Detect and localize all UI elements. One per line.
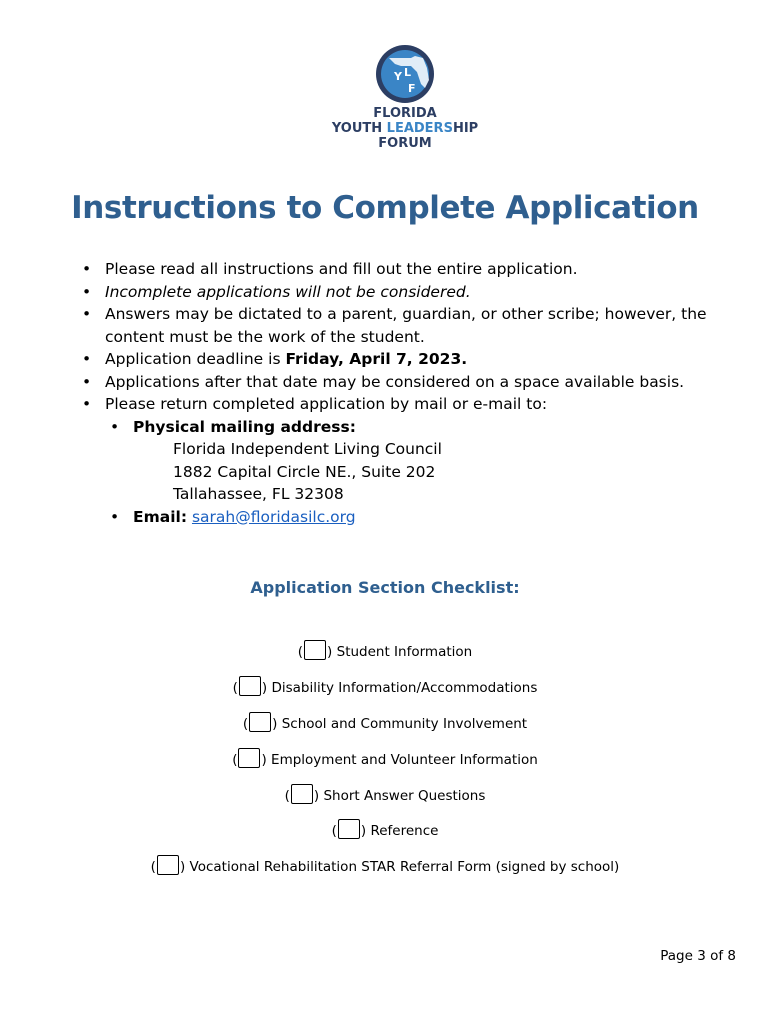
- instruction-item: • Answers may be dictated to a parent, guardian, or other scribe; however, the content must be the work of the student.: [80, 303, 720, 348]
- checklist-item: ( ) Student Information: [0, 640, 770, 662]
- checklist-item: ( ) Disability Information/Accommodations: [0, 676, 770, 698]
- address-line: 1882 Capital Circle NE., Suite 202: [173, 462, 436, 481]
- instruction-item: • Please read all instructions and fill out the entire application.: [80, 258, 720, 281]
- address-line: Tallahassee, FL 32308: [173, 485, 344, 503]
- instruction-item: • Applications after that date may be considered on a space available basis.: [80, 371, 720, 394]
- checklist-item: ( ) Vocational Rehabilitation STAR Referral Form (signed by school): [0, 855, 770, 877]
- logo-letter-l: L: [404, 66, 412, 79]
- instructions-list: [80, 258, 720, 528]
- logo-wordmark: [330, 106, 480, 151]
- florida-circle-icon: [355, 44, 455, 104]
- instruction-item: • Please return completed application by mail or e-mail to:: [80, 393, 720, 416]
- page-title: Instructions to Complete Application: [71, 190, 699, 226]
- checkbox[interactable]: [249, 712, 271, 732]
- checklist-item: ( ) Reference: [0, 819, 770, 841]
- logo-letter-f: F: [408, 82, 416, 95]
- checklist-item: ( ) Employment and Volunteer Information: [0, 748, 770, 770]
- instruction-item: • Incomplete applications will not be considered.: [80, 281, 720, 304]
- checklist-title: Application Section Checklist:: [250, 578, 520, 597]
- checklist-item-label: Reference: [370, 823, 439, 839]
- checklist-item-label: Vocational Rehabilitation STAR Referral Form (signed by school): [189, 859, 620, 875]
- logo-line-florida: FLORIDA: [373, 106, 437, 121]
- checklist-item-label: Disability Information/Accommodations: [271, 680, 538, 696]
- logo-line-youth-leadership: YOUTH LEADERSHIP: [331, 121, 479, 136]
- checklist-item-label: Short Answer Questions: [323, 788, 486, 804]
- checkbox[interactable]: [157, 855, 179, 875]
- checkbox[interactable]: [291, 784, 313, 804]
- checklist-item: ( ) School and Community Involvement: [0, 712, 770, 734]
- checkbox[interactable]: [338, 819, 360, 839]
- checkbox[interactable]: [304, 640, 326, 660]
- checklist-item-label: School and Community Involvement: [281, 716, 528, 732]
- checklist-item-label: Employment and Volunteer Information: [271, 752, 538, 768]
- email-line: • Email: sarah@floridasilc.org: [80, 506, 720, 529]
- logo-line-forum: FORUM: [378, 136, 432, 151]
- email-link[interactable]: sarah@floridasilc.org: [191, 507, 356, 526]
- page-number: Page 3 of 8: [660, 948, 736, 964]
- checkbox[interactable]: [239, 676, 261, 696]
- address-line: Florida Independent Living Council: [173, 440, 442, 458]
- checklist-item-label: Student Information: [336, 644, 473, 660]
- checkbox[interactable]: [238, 748, 260, 768]
- mailing-address-label: • Physical mailing address:: [80, 416, 720, 439]
- instruction-item-deadline: • Application deadline is Friday, April 7, 2023.: [80, 348, 720, 371]
- logo-letter-y: Y: [394, 70, 402, 83]
- organization-logo: [330, 44, 480, 156]
- checklist-item: ( ) Short Answer Questions: [0, 784, 770, 806]
